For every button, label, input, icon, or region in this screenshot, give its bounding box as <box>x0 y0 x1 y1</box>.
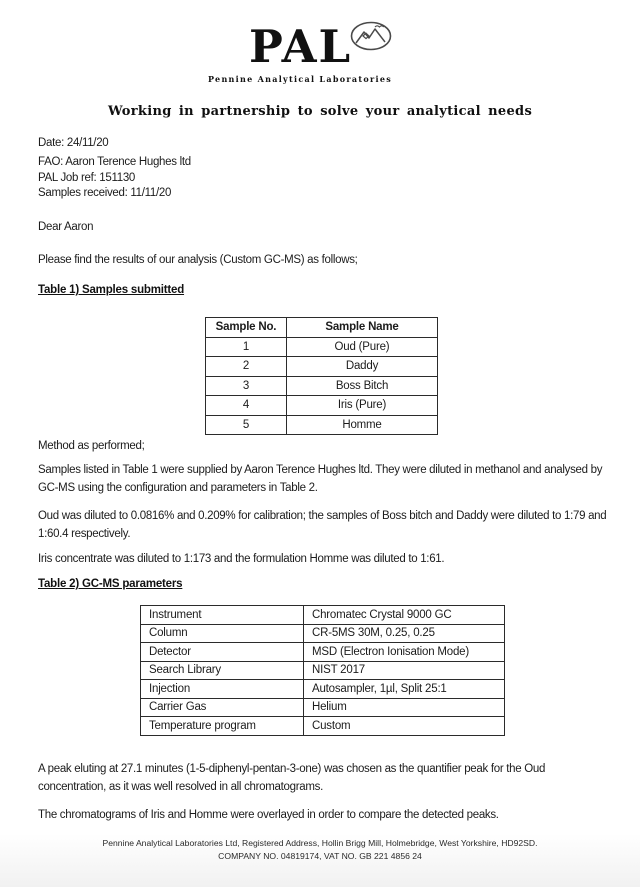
parameter-value-cell: CR-5MS 30M, 0.25, 0.25 <box>304 624 505 643</box>
table-row <box>141 624 505 643</box>
table-cell: 4 <box>206 396 287 416</box>
footer-address: Pennine Analytical Laboratories Ltd, Registered Address, Hollin Brigg Mill, Holmebridge, West Yorkshire, HD92SD. <box>102 838 538 848</box>
table-cell: Iris (Pure) <box>287 396 438 416</box>
pal-logo-text: PAL <box>249 20 353 73</box>
parameter-value-cell: NIST 2017 <box>304 661 505 680</box>
pal-logo-subtitle: Pennine Analytical Laboratories <box>207 74 393 84</box>
table-cell: 5 <box>206 415 287 435</box>
job-ref-line: PAL Job ref: 151130 <box>38 172 136 184</box>
parameter-label-cell: Column <box>141 624 304 643</box>
table-cell: 2 <box>206 357 287 377</box>
table-row <box>141 606 505 625</box>
salutation: Dear Aaron <box>38 221 94 233</box>
parameter-value-cell: Chromatec Crystal 9000 GC <box>304 606 505 625</box>
table-cell: Daddy <box>287 357 438 377</box>
dilution-paragraph: Oud was diluted to 0.0816% and 0.209% for calibration; the samples of Boss bitch and Daddy were diluted to 1:79 and 1:60.4 respectively. <box>38 510 607 540</box>
iris-dilution-paragraph: Iris concentrate was diluted to 1:173 and the formulation Homme was diluted to 1:61. <box>38 553 445 565</box>
table-header-cell: Sample No. <box>206 318 287 338</box>
table-row <box>206 376 438 396</box>
table1-heading: Table 1) Samples submitted <box>38 284 185 296</box>
table-row <box>141 643 505 662</box>
overlay-paragraph: The chromatograms of Iris and Homme were overlayed in order to compare the detected peaks. <box>38 809 499 821</box>
table-row <box>141 698 505 717</box>
intro-paragraph: Please find the results of our analysis (Custom GC-MS) as follows; <box>38 254 358 266</box>
tagline: Working in partnership to solve your analytical needs <box>107 104 533 119</box>
table-cell: 3 <box>206 376 287 396</box>
table-cell: 1 <box>206 337 287 357</box>
table-cell: Boss Bitch <box>287 376 438 396</box>
date-line: Date: 24/11/20 <box>38 137 109 149</box>
footer-company: COMPANY NO. 04819174, VAT NO. GB 221 4856 24 <box>218 851 422 861</box>
table-row <box>206 357 438 377</box>
parameter-label-cell: Detector <box>141 643 304 662</box>
quantifier-peak-paragraph: A peak eluting at 27.1 minutes (1-5-diphenyl-pentan-3-one) was chosen as the quantifier peak for the Oud concentration, as it was well resolved in all chromatograms. <box>38 763 546 793</box>
parameter-value-cell: Autosampler, 1µl, Split 25:1 <box>304 680 505 699</box>
parameter-value-cell: Helium <box>304 698 505 717</box>
method-paragraph: Samples listed in Table 1 were supplied by Aaron Terence Hughes ltd. They were diluted in methanol and analysed by GC-MS using the configuration and parameters in Table 2. <box>38 464 603 494</box>
table-cell: Homme <box>287 415 438 435</box>
parameter-label-cell: Instrument <box>141 606 304 625</box>
table-row <box>141 661 505 680</box>
samples-table <box>205 317 438 435</box>
method-line: Method as performed; <box>38 440 145 452</box>
table-row <box>141 680 505 699</box>
table-cell: Oud (Pure) <box>287 337 438 357</box>
table-row <box>206 415 438 435</box>
parameter-label-cell: Injection <box>141 680 304 699</box>
parameter-value-cell: Custom <box>304 717 505 736</box>
table-row <box>141 717 505 736</box>
table2-heading: Table 2) GC-MS parameters <box>38 578 183 590</box>
parameter-label-cell: Carrier Gas <box>141 698 304 717</box>
table-header-row <box>206 318 438 338</box>
table-header-cell: Sample Name <box>287 318 438 338</box>
fao-line: FAO: Aaron Terence Hughes ltd <box>38 156 191 168</box>
parameter-label-cell: Search Library <box>141 661 304 680</box>
mountain-oval-icon <box>349 19 393 52</box>
table-row <box>206 337 438 357</box>
samples-received-line: Samples received: 11/11/20 <box>38 187 172 199</box>
parameter-label-cell: Temperature program <box>141 717 304 736</box>
parameters-table <box>140 605 505 736</box>
parameter-value-cell: MSD (Electron Ionisation Mode) <box>304 643 505 662</box>
table-row <box>206 396 438 416</box>
